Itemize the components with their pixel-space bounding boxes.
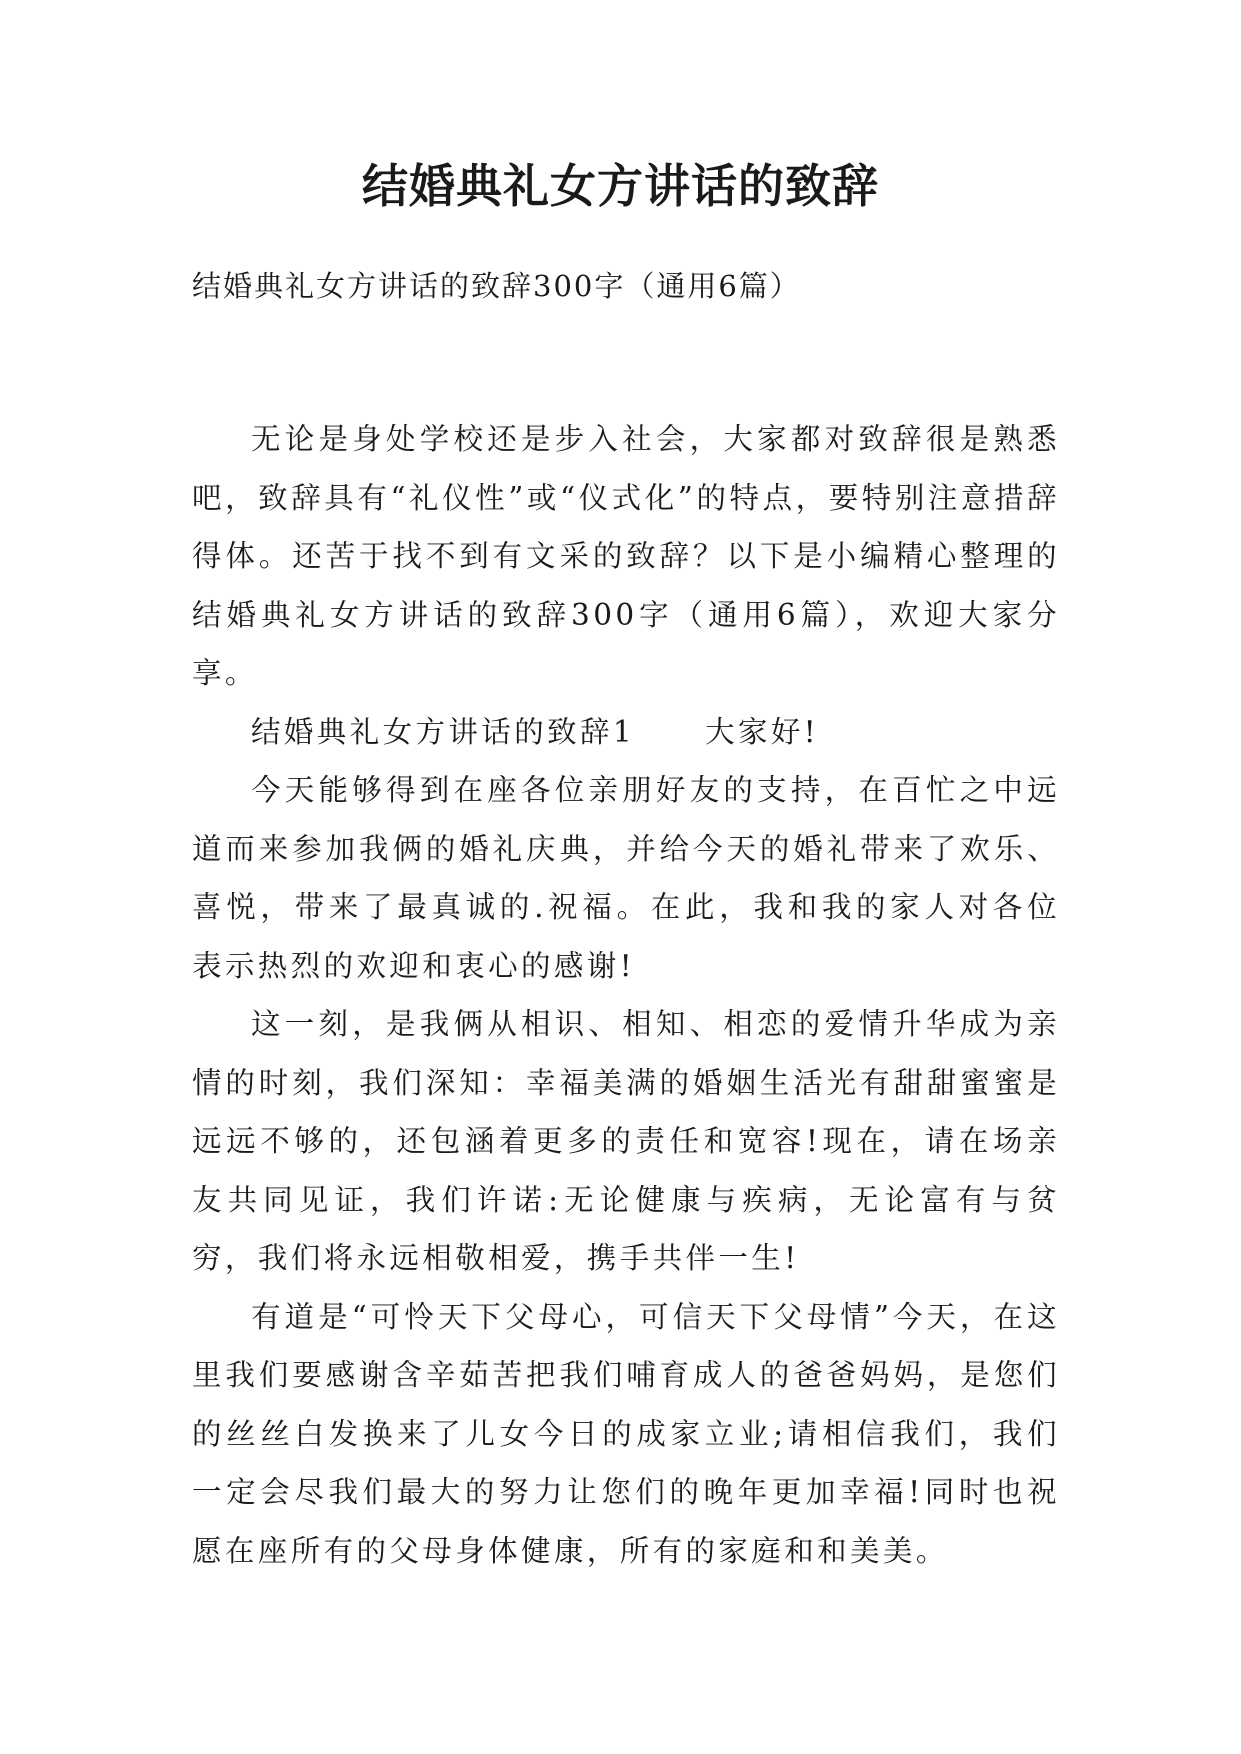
document-subtitle: 结婚典礼女方讲话的致辞300字（通用6篇） bbox=[192, 269, 801, 303]
section-heading-title: 结婚典礼女方讲话的致辞1 bbox=[251, 714, 636, 749]
document-title: 结婚典礼女方讲话的致辞 bbox=[362, 159, 879, 213]
speech-paragraph: 这一刻，是我俩从相识、相知、相恋的爱情升华成为亲情的时刻，我们深知：幸福美满的婚姻生活光有甜甜蜜蜜是远远不够的，还包涵着更多的责任和宽容!现在，请在场亲友共同见证，我们许诺:无论健康与疾病，无论富有与贫穷，我们将永远相敬相爱，携手共伴一生! bbox=[192, 1007, 1060, 1275]
document-body bbox=[192, 410, 1060, 1580]
section-heading-line bbox=[192, 703, 1060, 762]
section-greeting: 大家好! bbox=[705, 714, 820, 749]
speech-paragraph: 有道是“可怜天下父母心，可信天下父母情”今天，在这里我们要感谢含辛茹苦把我们哺育成人的爸爸妈妈，是您们的丝丝白发换来了儿女今日的成家立业;请相信我们，我们一定会尽我们最大的努力让您们的晚年更加幸福!同时也祝愿在座所有的父母身体健康，所有的家庭和和美美。 bbox=[192, 1299, 1060, 1568]
intro-paragraph: 无论是身处学校还是步入社会，大家都对致辞很是熟悉吧，致辞具有“礼仪性”或“仪式化”的特点，要特别注意措辞得体。还苦于找不到有文采的致辞？以下是小编精心整理的结婚典礼女方讲话的致辞300字（通用6篇），欢迎大家分享。 bbox=[192, 422, 1060, 690]
speech-paragraph: 今天能够得到在座各位亲朋好友的支持，在百忙之中远道而来参加我俩的婚礼庆典，并给今天的婚礼带来了欢乐、喜悦，带来了最真诚的.祝福。在此，我和我的家人对各位表示热烈的欢迎和衷心的感谢! bbox=[192, 773, 1060, 983]
